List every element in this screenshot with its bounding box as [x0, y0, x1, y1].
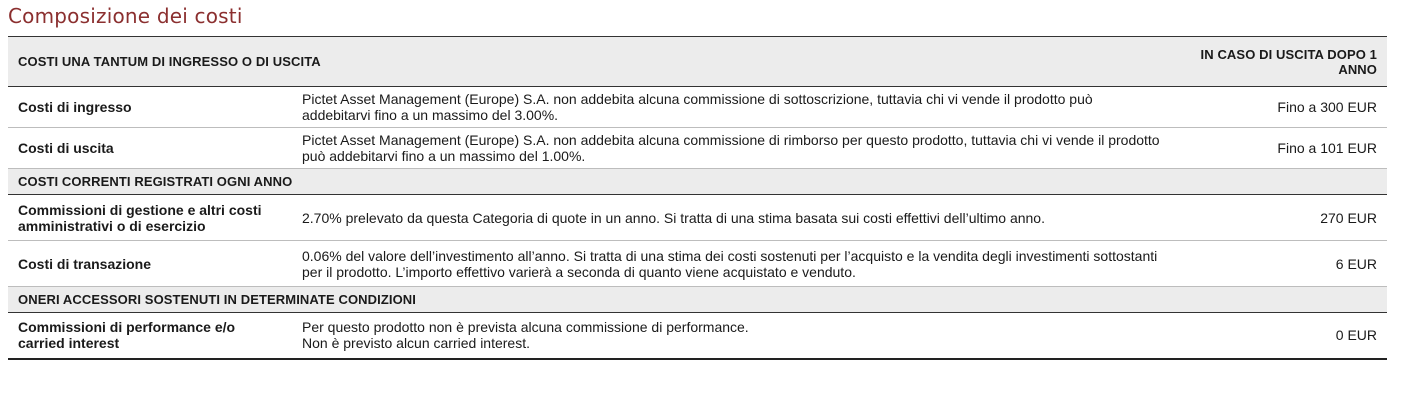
- section-header-label: ONERI ACCESSORI SOSTENUTI IN DETERMINATE CONDIZIONI: [8, 287, 1387, 313]
- section-header-incidental: [8, 287, 1387, 313]
- row-amount: 270 EUR: [1172, 195, 1387, 241]
- costs-table: [8, 36, 1387, 360]
- row-amount: Fino a 300 EUR: [1172, 87, 1387, 128]
- section-header-one-off: [8, 37, 1387, 87]
- table-row: [8, 87, 1387, 128]
- row-description: 0.06% del valore dell’investimento all’anno. Si tratta di una stima dei costi sostenuti per l’acquisto e la vendita degli investimenti sottostanti per il prodotto. L’importo effettivo varierà a seconda di quanto viene acquistato e venduto.: [292, 241, 1172, 287]
- row-label: Commissioni di gestione e altri costi amministrativi o di esercizio: [8, 195, 292, 241]
- section-title: Composizione dei costi: [8, 4, 243, 28]
- row-amount: 0 EUR: [1172, 313, 1387, 359]
- row-description-line: Non è previsto alcun carried interest.: [302, 335, 530, 352]
- table-row: [8, 241, 1387, 287]
- row-description: [292, 313, 1172, 359]
- table-row: [8, 128, 1387, 169]
- row-description: Pictet Asset Management (Europe) S.A. non addebita alcuna commissione di sottoscrizione, tuttavia chi vi vende il prodotto può addebitarvi fino a un massimo del 3.00%.: [292, 87, 1172, 128]
- table-row: [8, 313, 1387, 359]
- row-description: Pictet Asset Management (Europe) S.A. non addebita alcuna commissione di rimborso per questo prodotto, tuttavia chi vi vende il prodotto può addebitarvi fino a un massimo del 1.00%.: [292, 128, 1172, 169]
- column-header-exit-after-1-year: IN CASO DI USCITA DOPO 1 ANNO: [1172, 37, 1387, 87]
- section-header-label: COSTI CORRENTI REGISTRATI OGNI ANNO: [8, 169, 1387, 195]
- row-label: Costi di uscita: [8, 128, 292, 169]
- row-description: 2.70% prelevato da questa Categoria di quote in un anno. Si tratta di una stima basata sui costi effettivi dell’ultimo anno.: [292, 195, 1172, 241]
- row-label: Commissioni di performance e/o carried interest: [8, 313, 292, 359]
- row-amount: Fino a 101 EUR: [1172, 128, 1387, 169]
- row-amount: 6 EUR: [1172, 241, 1387, 287]
- table-row: [8, 195, 1387, 241]
- section-header-ongoing: [8, 169, 1387, 195]
- row-description-line: Per questo prodotto non è prevista alcuna commissione di performance.: [302, 319, 749, 336]
- section-header-label: COSTI UNA TANTUM DI INGRESSO O DI USCITA: [8, 37, 1172, 87]
- row-label: Costi di ingresso: [8, 87, 292, 128]
- row-label: Costi di transazione: [8, 241, 292, 287]
